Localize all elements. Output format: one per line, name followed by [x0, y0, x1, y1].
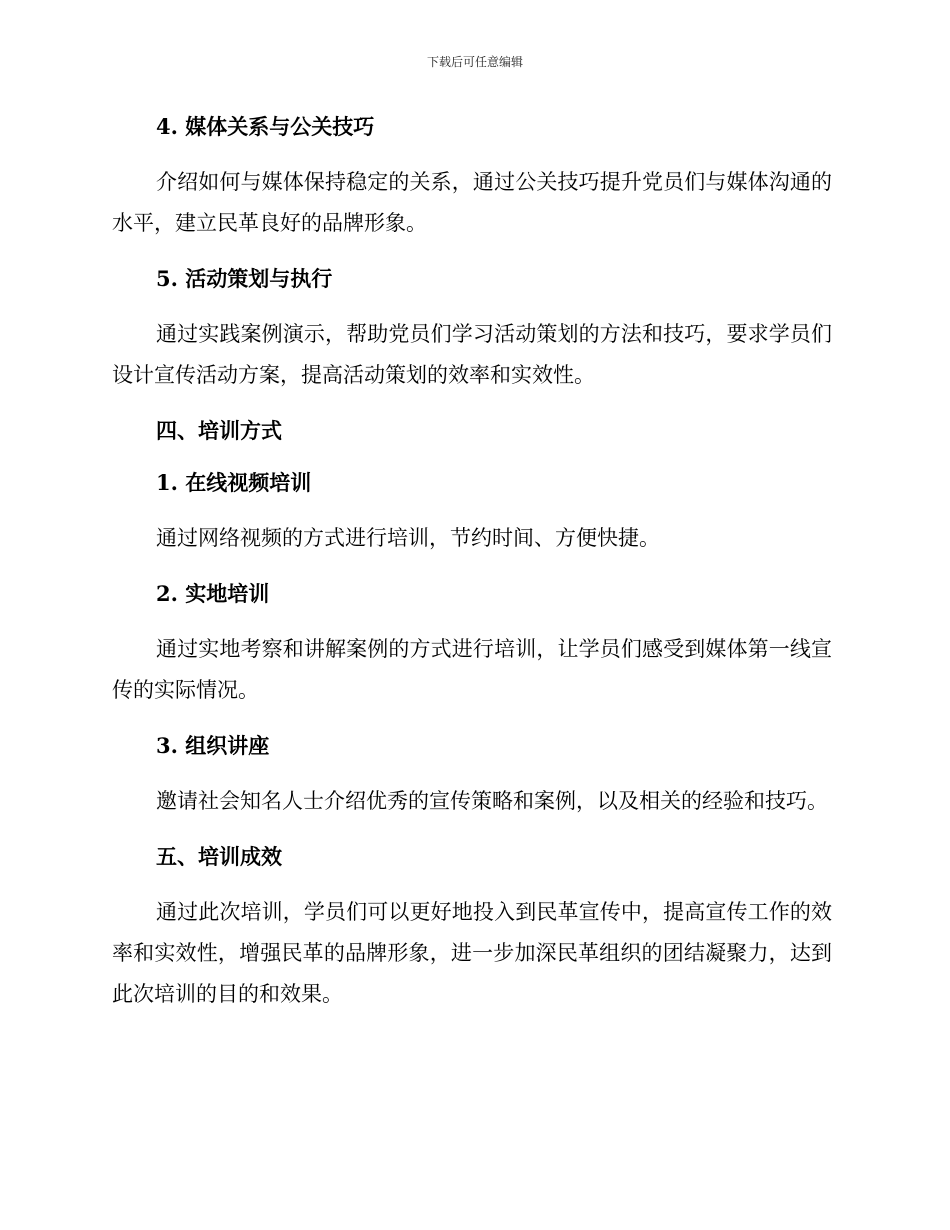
- heading-online-video-training: 1. 在线视频培训: [156, 470, 312, 495]
- heading-media-relations: 4. 媒体关系与公关技巧: [156, 114, 375, 139]
- header-note: 下载后可任意编辑: [426, 55, 523, 69]
- paragraph-onsite-training: 通过实地考察和讲解案例的方式进行培训，让学员们感受到媒体第一线宣传的实际情况。: [112, 637, 832, 702]
- paragraph-online-video-training: 通过网络视频的方式进行培训，节约时间、方便快捷。: [156, 526, 660, 550]
- heading-training-methods: 四、培训方式: [156, 418, 282, 443]
- document-body: [112, 110, 832, 1033]
- heading-onsite-training: 2. 实地培训: [156, 581, 270, 606]
- heading-event-planning: 5. 活动策划与执行: [156, 266, 333, 291]
- paragraph-training-results: 通过此次培训，学员们可以更好地投入到民革宣传中，提高宣传工作的效率和实效性，增强民革的品牌形象，进一步加深民革组织的团结凝聚力，达到此次培训的目的和效果。: [112, 900, 832, 1006]
- paragraph-media-relations: 介绍如何与媒体保持稳定的关系，通过公关技巧提升党员们与媒体沟通的水平，建立民革良好的品牌形象。: [112, 170, 832, 235]
- heading-lectures: 3. 组织讲座: [156, 733, 270, 758]
- paragraph-event-planning: 通过实践案例演示，帮助党员们学习活动策划的方法和技巧，要求学员们设计宣传活动方案，提高活动策划的效率和实效性。: [112, 322, 832, 387]
- heading-training-results: 五、培训成效: [156, 844, 282, 869]
- paragraph-lectures: 邀请社会知名人士介绍优秀的宣传策略和案例，以及相关的经验和技巧。: [156, 789, 828, 813]
